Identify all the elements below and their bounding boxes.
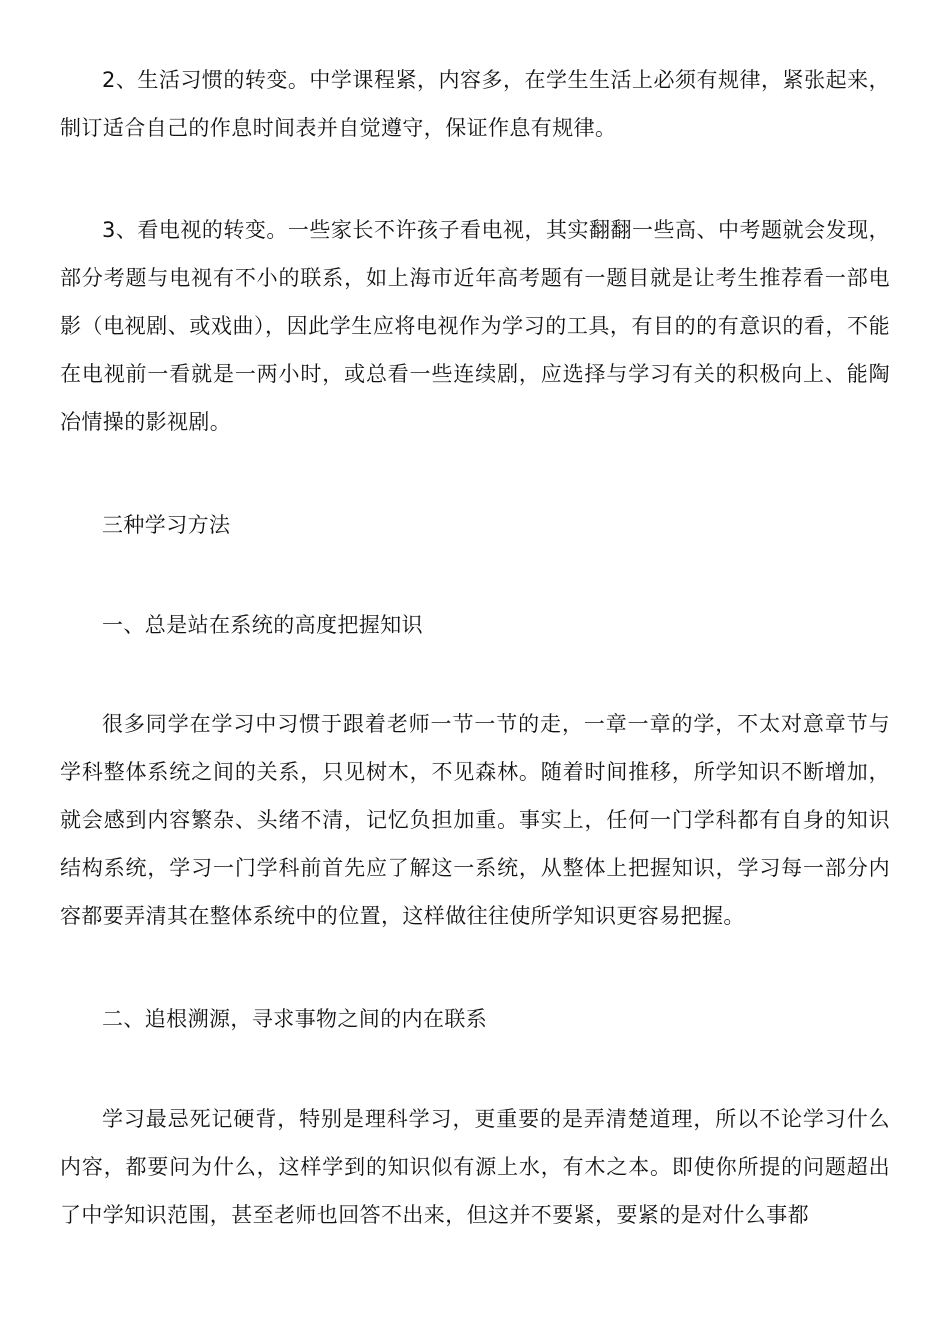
paragraph-method-two: 学习最忌死记硬背，特别是理科学习，更重要的是弄清楚道理，所以不论学习什么内容，都要问为什么，这样学到的知识似有源上水，有木之本。即使你所提的问题超出了中学知识范围，甚至老师也回答不出来，但这并不要紧，要紧的是对什么事都 <box>60 1107 890 1227</box>
paragraph-method-one: 很多同学在学习中习惯于跟着老师一节一节的走，一章一章的学，不太对意章节与学科整体系统之间的关系，只见树木，不见森林。随着时间推移，所学知识不断增加，就会感到内容繁杂、头绪不清，记忆负担加重。事实上，任何一门学科都有自身的知识结构系统，学习一门学科前首先应了解这一系统，从整体上把握知识，学习每一部分内容都要弄清其在整体系统中的位置，这样做往往使所学知识更容易把握。 <box>60 712 890 928</box>
section-heading-three-methods: 三种学习方法 <box>102 513 231 537</box>
paragraph-watching-tv: 3、看电视的转变。一些家长不许孩子看电视，其实翻翻一些高、中考题就会发现，部分考题与电视有不小的联系，如上海市近年高考题有一题目就是让考生推荐看一部电影（电视剧、或戏曲），因此学生应将电视作为学习的工具，有目的的有意识的看，不能在电视前一看就是一两小时，或总看一些连续剧，应选择与学习有关的积极向上、能陶冶情操的影视剧。 <box>60 218 890 434</box>
paragraph-living-habits: 2、生活习惯的转变。中学课程紧，内容多，在学生生活上必须有规律，紧张起来，制订适合自己的作息时间表并自觉遵守，保证作息有规律。 <box>60 68 890 140</box>
subheading-method-two: 二、追根溯源，寻求事物之间的内在联系 <box>102 1007 488 1031</box>
subheading-method-one: 一、总是站在系统的高度把握知识 <box>102 613 423 637</box>
